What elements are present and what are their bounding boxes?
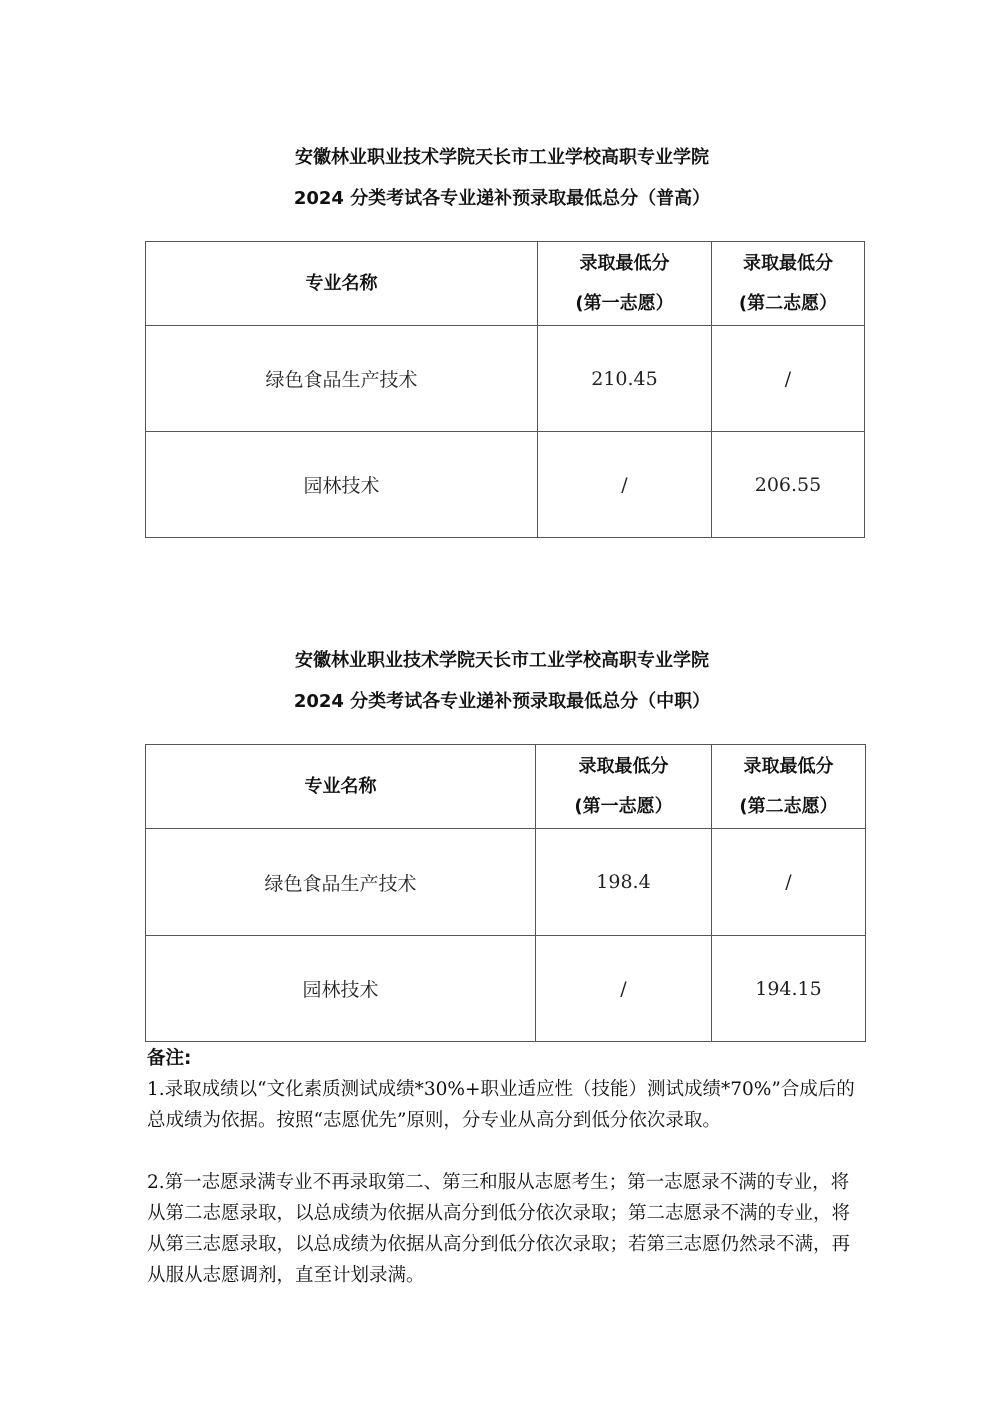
section1-title-line2: 2024 分类考试各专业递补预录取最低总分（普高） [293,188,711,209]
header-second-choice [712,242,865,326]
header-first-choice [538,242,712,326]
section2-score-table [145,744,866,1042]
notes-spacer [147,1136,862,1167]
table-header-row [146,745,866,829]
table-row [146,326,865,432]
header-second-line1: 录取最低分 [743,252,833,274]
table-row [146,829,866,936]
major-name: 绿色食品生产技术 [146,829,536,936]
section1-score-table [145,241,865,538]
header-major-name: 专业名称 [146,745,536,829]
section2-title-line1: 安徽林业职业技术学院天长市工业学校高职专业学院 [295,650,709,671]
notes-label: 备注: [147,1048,192,1069]
header-major-name: 专业名称 [146,242,538,326]
section1-title-line1: 安徽林业职业技术学院天长市工业学校高职专业学院 [295,147,709,168]
second-choice-score: 206.55 [712,432,865,538]
first-choice-score: 210.45 [538,326,712,432]
note-item-1: 1.录取成绩以“文化素质测试成绩*30%+职业适应性（技能）测试成绩*70%”合成后的总成绩为依据。按照“志愿优先”原则，分专业从高分到低分依次录取。 [147,1079,855,1131]
note-item-2: 2.第一志愿录满专业不再录取第二、第三和服从志愿考生；第一志愿录不满的专业，将从第二志愿录取，以总成绩为依据从高分到低分依次录取；第二志愿录不满的专业，将从第三志愿录取，以总成绩为依据从高分到低分依次录取；若第三志愿仍然录不满，再从服从志愿调剂，直至计划录满。 [147,1172,851,1286]
second-choice-score: 194.15 [712,936,866,1042]
major-name: 园林技术 [146,432,538,538]
major-name: 园林技术 [146,936,536,1042]
notes-section [147,1043,862,1291]
second-choice-score: / [712,829,866,936]
header-first-line1: 录取最低分 [578,755,669,777]
table-row [146,432,865,538]
first-choice-score: 198.4 [536,829,712,936]
first-choice-score: / [536,936,712,1042]
header-second-choice [712,745,866,829]
header-first-choice [536,745,712,829]
table-row [146,936,866,1042]
header-first-line1: 录取最低分 [579,252,670,274]
header-first-line2: (第一志愿） [575,292,674,314]
table-header-row [146,242,865,326]
header-second-line2: (第二志愿） [739,795,838,817]
second-choice-score: / [712,326,865,432]
header-second-line1: 录取最低分 [743,755,834,777]
major-name: 绿色食品生产技术 [146,326,538,432]
first-choice-score: / [538,432,712,538]
header-first-line2: (第一志愿） [574,795,673,817]
section2-title-line2: 2024 分类考试各专业递补预录取最低总分（中职） [293,691,711,712]
header-second-line2: (第二志愿） [738,292,838,314]
